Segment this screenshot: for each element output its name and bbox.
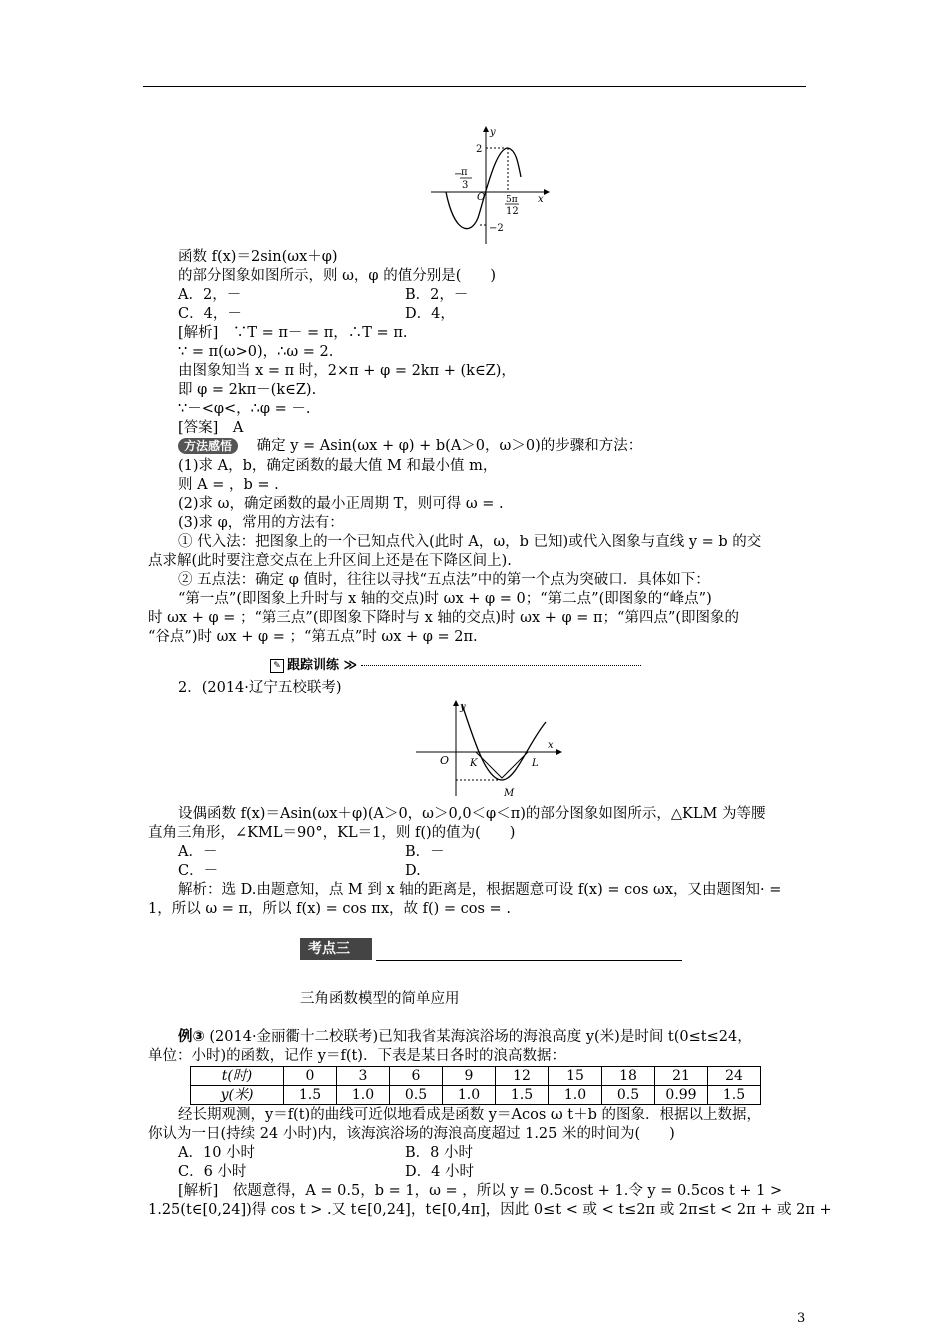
ex3-option-d: D．4 小时 xyxy=(405,1164,474,1180)
table-header-cell: y(米) xyxy=(191,1086,284,1105)
fig1-neg-bot: 3 xyxy=(462,180,469,191)
table-cell: 0.5 xyxy=(602,1086,655,1105)
table-cell: 9 xyxy=(443,1067,496,1086)
ex3-label: 例③ xyxy=(178,1029,205,1045)
method-line-3: 则 A = ，b = . xyxy=(178,477,279,493)
table-cell: 3 xyxy=(337,1067,390,1086)
q1-option-b: B．2，－ xyxy=(405,287,469,303)
ex3-solution-1: [解析] 依题意得，A = 0.5，b = 1，ω = ，所以 y = 0.5cost + 1.令 y = 0.5cos t + 1 > xyxy=(178,1183,783,1199)
q1-stem-2: 的部分图象如图所示，则 ω，φ 的值分别是( ) xyxy=(178,268,497,284)
ex3-line-2: 单位：小时)的函数，记作 y＝f(t)．下表是某日各时的浪高数据： xyxy=(148,1048,566,1064)
fig2-l: L xyxy=(532,758,539,769)
method-line-8: ② 五点法：确定 φ 值时，往往以寻找“五点法”中的第一个点为突破口．具体如下： xyxy=(178,572,710,588)
ex3-option-a: A．10 小时 xyxy=(178,1145,256,1161)
pencil-icon: ✎ xyxy=(270,659,284,673)
section-title: 三角函数模型的简单应用 xyxy=(300,991,460,1007)
fig1-pos-bot: 12 xyxy=(506,206,519,217)
q1-solution-1: [解析] ∵T = π－ = π，∴T = π. xyxy=(178,325,408,341)
fig1-x-label: x xyxy=(538,194,544,205)
q1-option-a: A．2，－ xyxy=(178,287,242,303)
fig2-x-label: x xyxy=(548,740,554,751)
section-header xyxy=(300,936,682,964)
fig1-origin: O xyxy=(477,192,486,203)
q2-stem-2: 直角三角形，∠KML＝90°，KL＝1，则 f()的值为( ) xyxy=(148,825,516,841)
table-cell: 0.5 xyxy=(390,1086,443,1105)
q1-stem-1: 函数 f(x)＝2sin(ωx＋φ) xyxy=(178,249,338,265)
figure-sine-graph xyxy=(426,122,556,247)
ex3-line-1 xyxy=(178,1028,752,1046)
q2-option-b: B．－ xyxy=(405,844,445,860)
method-line-9: “第一点”(即图象上升时与 x 轴的交点)时 ωx + φ = 0；“第二点”(即图象的“峰点”) xyxy=(178,591,712,607)
fig2-m: M xyxy=(504,788,515,798)
method-intro: 确定 y = Asin(ωx + φ) + b(A＞0，ω＞0)的步骤和方法： xyxy=(256,438,643,454)
fig2-origin: O xyxy=(440,754,450,767)
fig1-y-label: y xyxy=(490,127,496,138)
table-cell: 1.5 xyxy=(284,1086,337,1105)
header-rule xyxy=(143,86,806,87)
fig1-y-top: 2 xyxy=(476,144,483,155)
method-line-5: (3)求 φ，常用的方法有： xyxy=(178,515,344,531)
q2-option-a: A．－ xyxy=(178,844,218,860)
table-header-cell: t(时) xyxy=(191,1067,284,1086)
method-line-7: 点求解(此时要注意交点在上升区间上还是在下降区间上). xyxy=(148,553,512,569)
q1-solution-2: ∵ = π(ω>0)，∴ω = 2. xyxy=(178,344,334,360)
q1-solution-3: 由图象知当 x = π 时，2×π + φ = 2kπ + (k∈Z)， xyxy=(178,363,516,379)
table-cell: 6 xyxy=(390,1067,443,1086)
table-cell: 1.0 xyxy=(443,1086,496,1105)
ex3-line-3: 经长期观测，y＝f(t)的曲线可近似地看成是函数 y＝Acos ω t＋b 的图象．根据以上数据， xyxy=(178,1107,762,1123)
track-training-label: 跟踪训练 ≫ xyxy=(287,658,358,673)
q2-stem-1: 设偶函数 f(x)＝Asin(ωx＋φ)(A＞0，ω＞0,0＜φ＜π)的部分图象如图所示，△KLM 为等腰 xyxy=(178,806,766,822)
ex3-text-1: (2014·金丽衢十二校联考)已知我省某海滨浴场的海浪高度 y(米)是时间 t(0≤t≤24， xyxy=(209,1029,752,1045)
fig1-pos-top: 5π xyxy=(506,195,518,205)
method-line-6: ① 代入法：把图象上的一个已知点代入(此时 A，ω，b 已知)或代入图象与直线 y = b 的交 xyxy=(178,534,762,550)
table-cell: 24 xyxy=(708,1067,761,1086)
q2-option-d: D. xyxy=(405,863,421,879)
q1-answer: [答案] A xyxy=(178,420,244,436)
q1-solution-5: ∵－<φ<，∴φ = －. xyxy=(178,401,311,417)
q2-option-c: C．－ xyxy=(178,863,219,879)
track-dotted-line xyxy=(361,665,641,666)
table-cell: 1.5 xyxy=(708,1086,761,1105)
q1-option-d: D．4， xyxy=(405,306,455,322)
method-line-1 xyxy=(178,437,642,455)
fig1-neg-minus: − xyxy=(454,169,463,180)
method-badge: 方法感悟 xyxy=(178,438,238,454)
figure-cos-graph xyxy=(416,700,566,798)
fig2-k: K xyxy=(470,758,478,769)
page-number: 3 xyxy=(797,1311,806,1326)
section-underline xyxy=(376,960,682,961)
method-line-11: “谷点”)时 ωx + φ = ；“第五点”时 ωx + φ = 2π. xyxy=(148,629,478,645)
table-cell: 1.0 xyxy=(337,1086,390,1105)
ex3-option-c: C．6 小时 xyxy=(178,1164,247,1180)
method-line-4: (2)求 ω，确定函数的最小正周期 T，则可得 ω = . xyxy=(178,496,504,512)
q2-solution-2: 1，所以 ω = π，所以 f(x) = cos πx，故 f() = cos = . xyxy=(148,901,511,917)
table-cell: 15 xyxy=(549,1067,602,1086)
table-cell: 12 xyxy=(496,1067,549,1086)
method-line-2: (1)求 A，b，确定函数的最大值 M 和最小值 m， xyxy=(178,458,498,474)
track-training-header xyxy=(270,654,641,673)
wave-height-table xyxy=(190,1066,761,1105)
fig1-neg-top: π xyxy=(461,167,468,178)
table-cell: 1.5 xyxy=(496,1086,549,1105)
ex3-option-b: B．8 小时 xyxy=(405,1145,473,1161)
q2-head: 2．(2014·辽宁五校联考) xyxy=(178,680,342,696)
table-row xyxy=(191,1086,761,1105)
table-cell: 0.99 xyxy=(655,1086,708,1105)
q2-solution-1: 解析：选 D.由题意知，点 M 到 x 轴的距离是，根据题意可设 f(x) = cos ωx，又由题图知· = xyxy=(178,882,782,898)
ex3-line-4: 你认为一日(持续 24 小时)内，该海滨浴场的海浪高度超过 1.25 米的时间为( ) xyxy=(148,1126,675,1142)
method-line-10: 时 ωx + φ = ；“第三点”(即图象下降时与 x 轴的交点)时 ωx + φ = π；“第四点”(即图象的 xyxy=(148,610,740,626)
fig2-y-label: y xyxy=(460,702,466,713)
table-cell: 1.0 xyxy=(549,1086,602,1105)
q1-option-c: C．4，－ xyxy=(178,306,242,322)
section-label: 考点三 xyxy=(300,938,372,960)
fig1-y-bottom: −2 xyxy=(489,223,504,234)
table-cell: 18 xyxy=(602,1067,655,1086)
q1-solution-4: 即 φ = 2kπ－(k∈Z). xyxy=(178,382,317,398)
ex3-solution-2: 1.25(t∈[0,24])得 cos t > .又 t∈[0,24]，t∈[0,4π]，因此 0≤t < 或 < t≤2π 或 2π≤t < 2π + 或 2π + xyxy=(148,1202,832,1218)
table-cell: 0 xyxy=(284,1067,337,1086)
table-cell: 21 xyxy=(655,1067,708,1086)
table-row xyxy=(191,1067,761,1086)
